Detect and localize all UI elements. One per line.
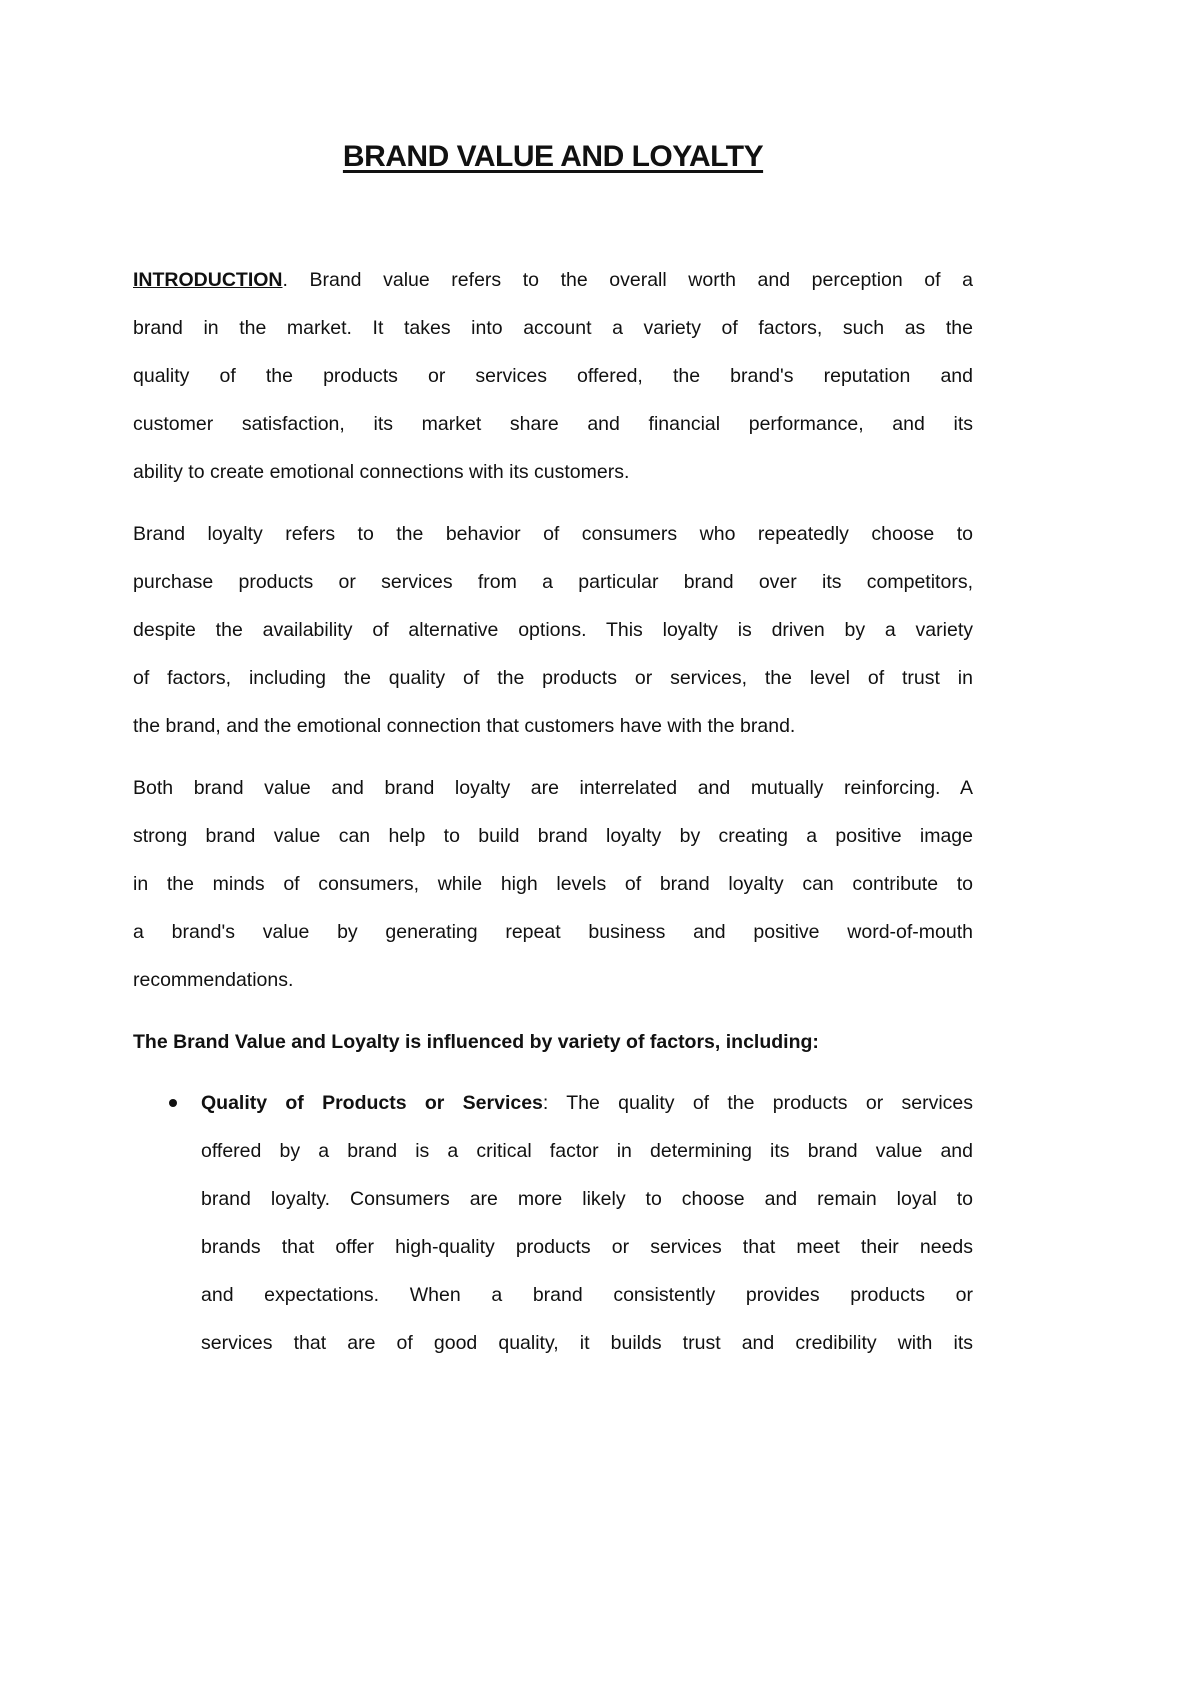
document-body: [133, 256, 973, 1367]
text-line: recommendations.: [133, 969, 294, 991]
text-line: Both brand value and brand loyalty are interrelated and mutually reinforcing. A: [133, 777, 973, 799]
text-line: Brand loyalty refers to the behavior of consumers who repeatedly choose to: [133, 523, 973, 545]
bullet-icon: [169, 1099, 177, 1107]
text-line: despite the availability of alternative options. This loyalty is driven by a variety: [133, 619, 973, 641]
bullet-item-quality: [133, 1079, 973, 1367]
intro-paragraph: [133, 256, 973, 496]
text-line: brand loyalty. Consumers are more likely to choose and remain loyal to: [201, 1188, 973, 1210]
text-line: the brand, and the emotional connection that customers have with the brand.: [133, 715, 796, 737]
intro-text: . Brand value refers to the overall worth and perception of a: [282, 269, 973, 291]
text-line: strong brand value can help to build brand loyalty by creating a positive image: [133, 825, 973, 847]
text-line: brand in the market. It takes into account a variety of factors, such as the: [133, 317, 973, 339]
brand-loyalty-paragraph: [133, 510, 973, 750]
text-line: and expectations. When a brand consistently provides products or: [201, 1284, 973, 1306]
intro-label: INTRODUCTION: [133, 269, 283, 291]
text-line: purchase products or services from a particular brand over its competitors,: [133, 571, 973, 593]
text-line: services that are of good quality, it builds trust and credibility with its: [201, 1332, 973, 1354]
interrelation-paragraph: [133, 764, 973, 1004]
text-line: in the minds of consumers, while high levels of brand loyalty can contribute to: [133, 873, 973, 895]
bullet-text: : The quality of the products or services: [542, 1092, 973, 1114]
text-line: of factors, including the quality of the products or services, the level of trust in: [133, 667, 973, 689]
text-line: ability to create emotional connections with its customers.: [133, 461, 630, 483]
bullet-term: Quality of Products or Services: [201, 1092, 543, 1114]
document-title: BRAND VALUE AND LOYALTY: [342, 140, 764, 173]
text-line: brands that offer high-quality products or services that meet their needs: [201, 1236, 973, 1258]
factors-heading: The Brand Value and Loyalty is influenced by variety of factors, including:: [133, 1031, 819, 1053]
text-line: offered by a brand is a critical factor in determining its brand value and: [201, 1140, 973, 1162]
text-line: customer satisfaction, its market share and financial performance, and its: [133, 413, 973, 435]
text-line: a brand's value by generating repeat business and positive word-of-mouth: [133, 921, 973, 943]
text-line: [201, 1079, 973, 1127]
text-line: [133, 256, 973, 304]
text-line: quality of the products or services offered, the brand's reputation and: [133, 365, 973, 387]
